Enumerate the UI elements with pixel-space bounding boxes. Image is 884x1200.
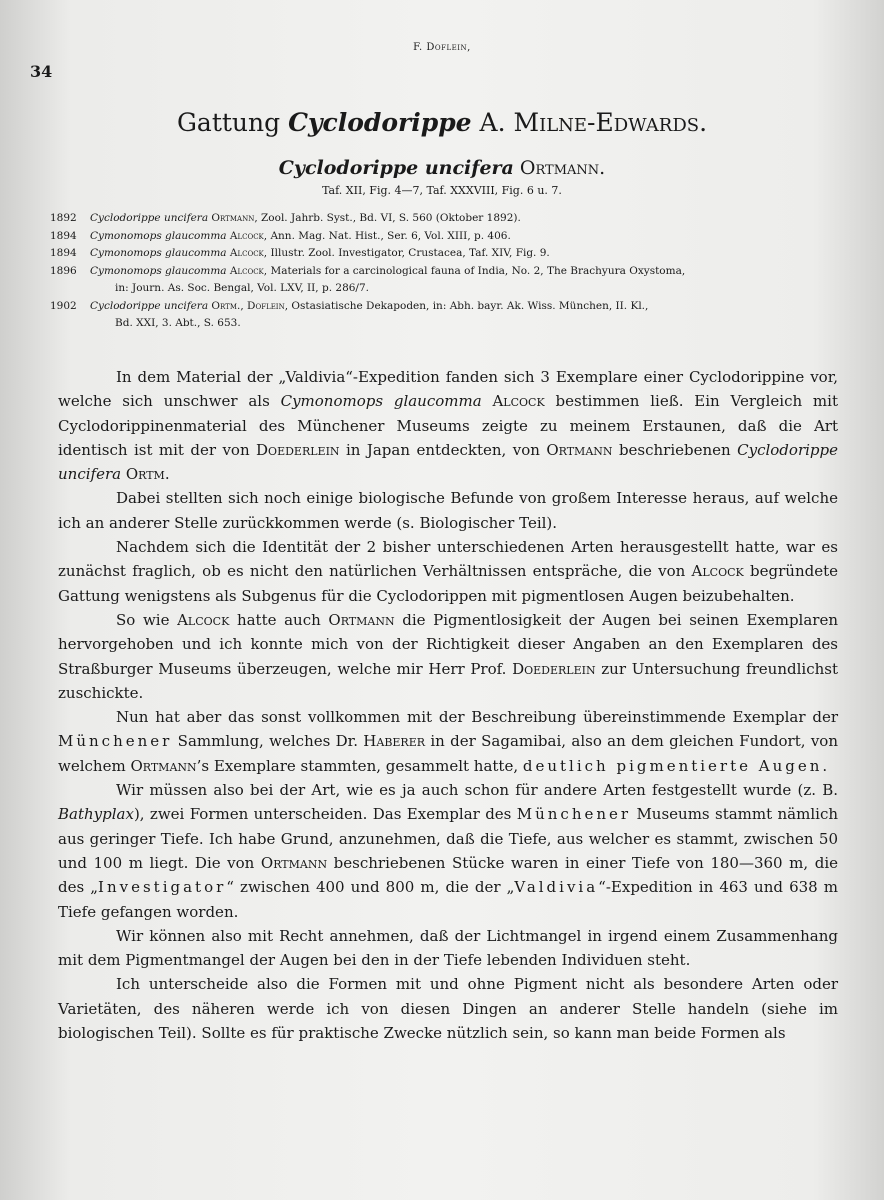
- emphasized-text: deutlich pigmentierte Augen.: [522, 756, 831, 775]
- emphasized-text: Münchener: [516, 805, 632, 824]
- synonymy-citation: Ostasiatische Dekapoden, in: Abh. bayr. Ak. Wiss. München, II. Kl.,: [288, 299, 649, 312]
- synonymy-taxon: Cyclodorippe uncifera: [90, 299, 209, 312]
- paragraph-text: bestimmen ließ. Ein Vergleich mit Cyclodorippinenmaterial des Münchener Museums zeigte zu meinem Erstaunen, daß die Art identisch ist mit der von: [58, 392, 838, 459]
- synonymy-author: Alcock,: [226, 229, 268, 242]
- synonymy-entry: [50, 228, 850, 246]
- synonymy-citation: Materials for a carcinological fauna of India, No. 2, The Brachyura Oxystoma,: [267, 264, 686, 277]
- taxon-name: Bathyplax: [58, 805, 134, 824]
- synonymy-author: Ortmann,: [208, 212, 258, 224]
- emphasized-text: Valdivia: [514, 878, 599, 897]
- paragraph-text: die Pigmentlosigkeit der Augen bei seinen Exemplaren hervorgehoben und ich konnte mich von der Richtigkeit dieser Angaben an den Exemplaren des Straßburger Museums überzeugen, welche mir Herr Prof.: [58, 610, 839, 678]
- genus-heading: [0, 108, 884, 137]
- paragraph-text: beschriebenen: [612, 440, 738, 459]
- synonymy-year: 1894: [50, 229, 77, 242]
- paragraph-text: zur Untersuchung freundlichst zuschickte.: [58, 659, 838, 702]
- author-name: Ortmann: [546, 440, 613, 459]
- synonymy-citation: Illustr. Zool. Investigator, Crustacea, Taf. XIV, Fig. 9.: [267, 247, 550, 259]
- synonymy-taxon: Cymonomops glaucomma: [90, 247, 227, 259]
- synonymy-continuation: in: Journ. As. Soc. Bengal, Vol. LXV, II, p. 286/7.: [115, 282, 369, 294]
- author-name: Ortmann: [130, 756, 197, 775]
- paragraph-text: Sammlung, welches Dr.: [172, 732, 364, 751]
- synonymy-year: 1894: [50, 247, 77, 259]
- synonymy-year: 1902: [50, 299, 77, 312]
- synonymy-author: Alcock,: [226, 247, 268, 259]
- synonymy-year: 1896: [50, 264, 77, 277]
- paragraph-text: Wir müssen also bei der Art, wie es ja auch schon für andere Arten festgestellt wurde (z. B.: [116, 781, 838, 800]
- author-name: Ortmann: [328, 610, 395, 629]
- synonymy-citation: Ann. Mag. Nat. Hist., Ser. 6, Vol. XIII, p. 406.: [267, 229, 511, 242]
- synonymy-entry: [50, 245, 850, 263]
- emphasized-text: Investigator: [98, 878, 227, 897]
- paragraph-text: in Japan entdeckten, von: [339, 440, 547, 459]
- synonymy-entry: [50, 263, 850, 281]
- paragraph-text: So wie: [116, 610, 178, 629]
- paragraph-text: In dem Material der „Valdivia“-Expedition fanden sich 3 Exemplare einer Cyclodorippine vor, welche sich unschwer als: [58, 368, 838, 411]
- synonymy-citation: Zool. Jahrb. Syst., Bd. VI, S. 560 (Oktober 1892).: [257, 212, 521, 224]
- synonymy-entry: [50, 298, 850, 316]
- body-text: [58, 365, 838, 1045]
- paragraph-text: begründete Gattung wenigstens als Subgenus für die Cyclodorippen mit pigmentlosen Augen beizubehalten.: [58, 562, 838, 605]
- author-name: Doederlein: [256, 440, 340, 459]
- paragraph-4: [58, 608, 838, 705]
- paragraph-8: Ich unterscheide also die Formen mit und ohne Pigment nicht als besondere Arten oder Varietäten, des näheren werde ich von diesen Dingen an anderer Stelle handeln (siehe im biologischen Teil). Sollte es für praktische Zwecke nützlich sein, so kann man beide Formen als: [58, 975, 838, 1043]
- author-name: Alcock: [691, 562, 744, 581]
- synonymy-author: Alcock,: [226, 264, 268, 277]
- synonymy-continuation: Bd. XXI, 3. Abt., S. 653.: [115, 317, 241, 329]
- genus-author: A. Milne-Edwards.: [471, 108, 708, 137]
- paragraph-text: Nun hat aber das sonst vollkommen mit der Beschreibung übereinstimmende Exemplar der: [116, 708, 838, 727]
- paragraph-text: ’s Exemplare stammten, gesammelt hatte,: [196, 756, 523, 775]
- synonymy-entry: [50, 210, 850, 228]
- author-name: Haberer: [363, 732, 426, 751]
- species-heading: [0, 157, 884, 179]
- paragraph-text: “ zwischen 400 und 800 m, die der „: [226, 878, 515, 897]
- synonymy-taxon: Cyclodorippe uncifera: [90, 212, 209, 224]
- paragraph-2: Dabei stellten sich noch einige biologische Befunde von großem Interesse heraus, auf welche ich an anderer Stelle zurückkommen werde (s. Biologischer Teil).: [58, 489, 838, 532]
- paragraph-5: [58, 705, 838, 778]
- author-name: Alcock: [481, 392, 545, 411]
- page-number: 34: [30, 62, 53, 81]
- paragraph-text: Nachdem sich die Identität der 2 bisher unterschiedenen Arten herausgestellt hatte, war es zunächst fraglich, ob es nicht den natürlichen Verhältnissen entspräche, die von: [58, 538, 838, 581]
- species-name: Cyclodorippe uncifera: [278, 157, 514, 179]
- paragraph-6: [58, 778, 838, 924]
- synonymy-taxon: Cymonomops glaucomma: [90, 264, 227, 277]
- author-name: Ortmann: [260, 853, 328, 872]
- paragraph-3: [58, 535, 838, 608]
- running-head: F. Doflein,: [413, 42, 471, 53]
- paragraph-text: hatte auch: [229, 610, 329, 629]
- paragraph-text: in der Sagamibai, also an dem gleichen Fundort, von welchem: [58, 732, 838, 775]
- synonymy-list: [50, 210, 850, 333]
- plate-references: Taf. XII, Fig. 4—7, Taf. XXXVIII, Fig. 6 u. 7.: [322, 184, 562, 197]
- genus-heading-prefix: Gattung: [176, 108, 289, 137]
- paragraph-text: “-Expedition in 463 und 638 m Tiefe gefangen worden.: [58, 878, 839, 921]
- genus-name: Cyclodorippe: [288, 108, 472, 137]
- paragraph-text: ), zwei Formen unterscheiden. Das Exemplar des: [133, 805, 517, 824]
- author-name: Ortm.: [121, 465, 170, 484]
- synonymy-year: 1892: [50, 212, 77, 224]
- species-author: Ortmann.: [513, 157, 606, 179]
- taxon-name: Cymonomops glaucomma: [280, 392, 482, 411]
- synonymy-author: Ortm., Doflein,: [208, 299, 289, 312]
- author-name: Doederlein: [512, 659, 596, 678]
- emphasized-text: Münchener: [58, 732, 173, 751]
- paragraph-text: beschriebenen Stücke waren in einer Tiefe von 180—360 m, die des „: [58, 853, 839, 897]
- synonymy-taxon: Cymonomops glaucomma: [90, 229, 227, 242]
- taxon-name: Cyclodorippe uncifera: [58, 440, 838, 484]
- paragraph-1: [58, 365, 838, 486]
- paragraph-text: Museums stammt nämlich aus geringer Tiefe. Ich habe Grund, anzunehmen, daß die Tiefe, aus welcher es stammt, zwischen 50 und 100 m liegt. Die von: [58, 805, 838, 872]
- author-name: Alcock: [177, 610, 230, 629]
- paragraph-7: Wir können also mit Recht annehmen, daß der Lichtmangel in irgend einem Zusammenhang mit dem Pigmentmangel der Augen bei den in der Tiefe lebenden Individuen steht.: [58, 926, 838, 970]
